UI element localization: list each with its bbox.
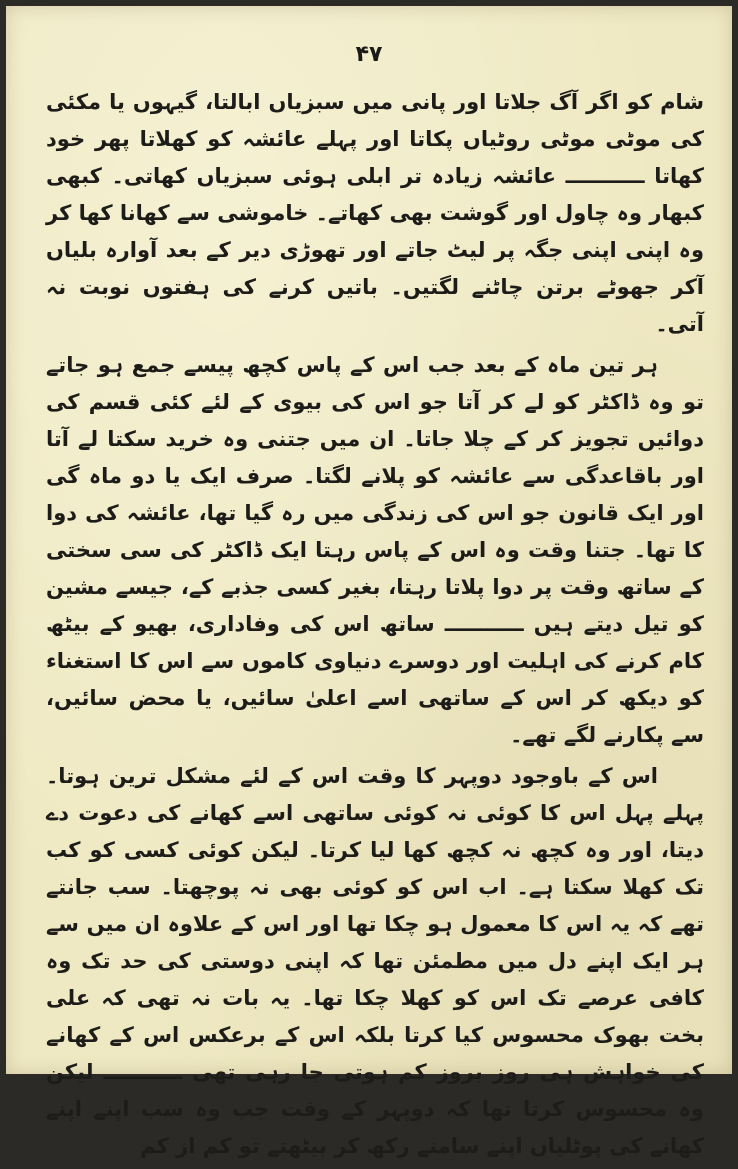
page-body-text — [46, 84, 704, 1169]
paragraph-1: شام کو اگر آگ جلاتا اور پانی میں سبزیاں ابالتا، گیہوں یا مکئی کی موٹی موٹی روٹیاں پکاتا اور پہلے عائشہ کو کھلاتا پھر خود کھاتا ـــــــــــ عائشہ زیادہ تر ابلی ہوئی سبزیاں کھاتی۔ کبھی کبھار وہ چاول اور گوشت بھی کھاتے۔ خاموشی سے کھانا کھا کر وہ اپنی اپنی جگہ پر لیٹ جاتے اور تھوڑی دیر کے بعد آوارہ بلیاں آکر جھوٹے برتن چاٹنے لگتیں۔ باتیں کرنے کی ہفتوں نوبت نہ آتی۔ — [46, 90, 704, 336]
paragraph-2: ہر تین ماہ کے بعد جب اس کے پاس کچھ پیسے جمع ہو جاتے تو وہ ڈاکٹر کو لے کر آتا جو اس کی بیوی کے لئے کئی قسم کی دوائیں تجویز کر کے چلا جاتا۔ ان میں جتنی وہ خرید سکتا لے آتا اور باقاعدگی سے عائشہ کو پلانے لگتا۔ صرف ایک یا دو ماہ گی اور ایک قانون جو اس کی زندگی میں رہ گیا تھا، عائشہ کی دوا کا تھا۔ جتنا وقت وہ اس کے پاس رہتا ایک ڈاکٹر کی سی سختی کے ساتھ وقت پر دوا پلاتا رہتا، بغیر کسی جذبے کے، جیسے مشین کو تیل دیتے ہیں ـــــــــــ ساتھ اس کی وفاداری، بھیو کے بیٹھ کام کرنے کی اہلیت اور دوسرے دنیاوی کاموں سے اس کا استغناء کو دیکھ کر اس کے ساتھی اسے اعلیٰ سائیں، یا محض سائیں، سے پکارنے لگے تھے۔ — [46, 353, 704, 747]
paragraph-3: اس کے باوجود دوپہر کا وقت اس کے لئے مشکل ترین ہوتا۔ پہلے پہل اس کا کوئی نہ کوئی ساتھی اسے کھانے کی دعوت دے دیتا، اور وہ کچھ نہ کچھ کھا لیا کرتا۔ لیکن کوئی کسی کو کب تک کھلا سکتا ہے۔ اب اس کو کوئی بھی نہ پوچھتا۔ سب جانتے تھے کہ یہ اس کا معمول ہو چکا تھا اور اس کے علاوہ ان میں سے ہر ایک اپنے دل میں مطمئن تھا کہ اپنی دوستی کی حد تک وہ کافی عرصے تک اس کو کھلا چکا تھا۔ یہ بات نہ تھی کہ علی بخت بھوک محسوس کیا کرتا بلکہ اس کے برعکس اس کے کھانے کی خواہش ہی روز بروز کم ہوتی جا رہی تھی ـــــــــــ لیکن وہ محسوس کرتا تھا کہ دوپہر کے وقت جب وہ سب اپنے اپنے کھانے کی پوٹلیاں اپنے سامنے رکھ کر بیٹھتے تو کم از کم — [46, 764, 704, 1158]
page-number: ۴۷ — [355, 42, 383, 67]
book-page — [6, 6, 732, 1158]
